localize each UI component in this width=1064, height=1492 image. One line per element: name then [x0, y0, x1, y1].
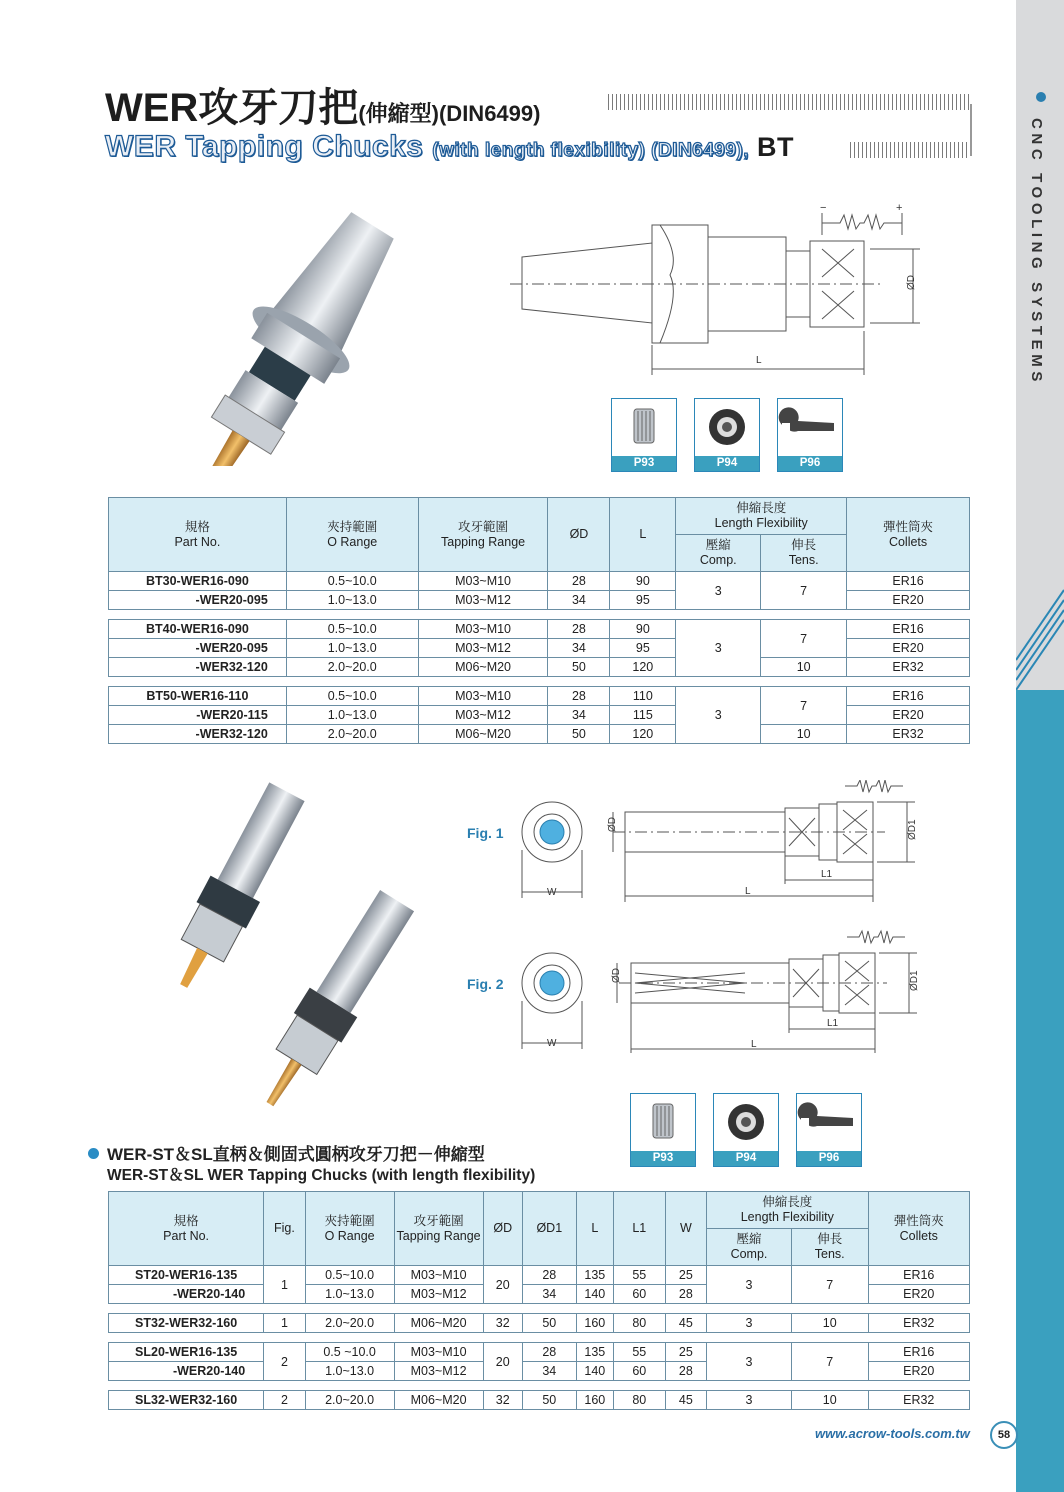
table-row: -WER20-095 1.0~13.0 M03~M12 34 95 ER20 — [109, 639, 970, 658]
table-row: SL20-WER16-135 2 0.5 ~10.0 M03~M10 20 28 135 55 25 3 7 ER16 — [109, 1343, 970, 1362]
section2-title-en: WER-ST＆SL WER Tapping Chucks (with length flexibility) — [107, 1167, 536, 1184]
drawing1-plus: + — [896, 202, 903, 214]
table-row: BT30-WER16-090 0.5~10.0 M03~M10 28 90 3 7 ER16 — [109, 572, 970, 591]
table-row: -WER20-115 1.0~13.0 M03~M12 34 115 ER20 — [109, 706, 970, 725]
fig2-l1-label: L1 — [827, 1018, 839, 1029]
sidebar-blue-block — [1016, 690, 1064, 1492]
table-row: -WER20-095 1.0~13.0 M03~M12 34 95 ER20 — [109, 591, 970, 610]
sidebar-text: CNC TOOLING SYSTEMS — [1028, 118, 1045, 386]
fig1-od-label: ØD — [607, 817, 618, 832]
accessory-label: P93 — [612, 456, 676, 471]
page-number: 58 — [990, 1421, 1018, 1449]
fig1-label: Fig. 1 — [467, 825, 504, 841]
wrench-icon — [778, 399, 842, 455]
straight-shank-photo — [150, 780, 440, 1120]
sidebar-dot-icon — [1036, 92, 1046, 102]
bt-holder-drawing — [510, 195, 930, 375]
drawing1-minus: − — [820, 202, 827, 214]
table-row: SL32-WER32-160 2 2.0~20.0 M06~M20 32 50 160 80 45 3 10 ER32 — [109, 1391, 970, 1410]
accessory-p94-top[interactable] — [694, 398, 760, 472]
collet-icon — [612, 399, 676, 455]
fig1-drawing — [515, 780, 920, 905]
table-row: -WER20-140 1.0~13.0 M03~M12 34 140 60 28 ER20 — [109, 1362, 970, 1381]
fig2-drawing — [515, 925, 920, 1055]
table-row: BT40-WER16-090 0.5~10.0 M03~M10 28 90 3 7 ER16 — [109, 620, 970, 639]
side-bar — [1016, 0, 1064, 1492]
title-hatch-1 — [608, 94, 970, 110]
fig2-od1-label: ØD1 — [909, 970, 920, 991]
wrench-icon — [797, 1094, 861, 1150]
accessory-label: P94 — [714, 1151, 778, 1166]
bt-holder-photo — [160, 196, 420, 466]
accessory-p94-bottom[interactable] — [713, 1093, 779, 1167]
fig1-l1-label: L1 — [821, 869, 833, 880]
accessory-label: P96 — [778, 456, 842, 471]
straight-shank-spec-table: 規格 Part No. Fig. 夾持範圍 Ο Range 攻牙範圍 Tapping Range ØD ØD1 L L1 W 伸縮長度 Length Flexibility 彈性筒夾 Collets 壓縮 Comp. 伸長 Tens. ST20-WER16-135 1 0.5~10.0 M03~M10 20 28 135 55 25 3 7 ER16 -WER20-140 1.0~13.0 M03~M12 34 140 60 28 ER20 ST32-WER32-160 1 2.0~20.0 M06~M20 32 50 160 80 45 3 10 ER32 SL20-WER16-135 2 0.5 ~10.0 M03~M10 20 28 135 55 25 3 7 ER16 -WER20-140 1.0~13.0 M03~M12 34 140 60 28 ER20 SL32-WER32-160 2 2.0~20.0 M06~M20 32 50 160 80 45 3 10 ER32 — [108, 1191, 970, 1410]
fig2-l-label: L — [751, 1039, 757, 1050]
table-row: ST32-WER32-160 1 2.0~20.0 M06~M20 32 50 160 80 45 3 10 ER32 — [109, 1314, 970, 1333]
table-row: BT50-WER16-110 0.5~10.0 M03~M10 28 110 3 7 ER16 — [109, 687, 970, 706]
table-row: -WER20-140 1.0~13.0 M03~M12 34 140 60 28 ER20 — [109, 1285, 970, 1304]
fig2-od-label: ØD — [611, 968, 622, 983]
accessory-p93-top[interactable] — [611, 398, 677, 472]
table-row: -WER32-120 2.0~20.0 M06~M20 50 120 10 ER32 — [109, 725, 970, 744]
drawing1-l-label: L — [756, 355, 762, 366]
accessory-label: P93 — [631, 1151, 695, 1166]
accessory-label: P96 — [797, 1151, 861, 1166]
section2-title-cn: WER-ST＆SL直柄＆側固式圓柄攻牙刀把－伸縮型 — [88, 1140, 485, 1165]
footer-url[interactable]: www.acrow-tools.com.tw — [815, 1426, 970, 1441]
nut-icon — [695, 399, 759, 455]
nut-icon — [714, 1094, 778, 1150]
fig1-w-label: W — [547, 887, 557, 898]
fig2-w-label: W — [547, 1038, 557, 1049]
accessory-p96-top[interactable] — [777, 398, 843, 472]
page-title-cn: WER攻牙刀把(伸縮型)(DIN6499) — [105, 86, 541, 130]
bullet-icon — [88, 1148, 99, 1159]
accessory-p93-bottom[interactable] — [630, 1093, 696, 1167]
title-bracket — [930, 104, 972, 156]
collet-icon — [631, 1094, 695, 1150]
bt-spec-table: 規格 Part No. 夾持範圍 Ο Range 攻牙範圍 Tapping Range ØD L 伸縮長度 Length Flexibility 彈性筒夾 Collets 壓縮 Comp. 伸長 Tens. BT30-WER16-090 0.5~10.0 M03~M10 28 90 3 7 ER16 -WER20-095 1.0~13.0 M03~M12 34 95 ER20 BT40-WER16-090 0.5~10.0 M03~M10 28 90 3 7 ER16 -WER20-095 1.0~13.0 M03~M12 34 95 ER20 -WER32-120 2.0~20.0 M06~M20 50 120 10 ER32 BT50-WER16-110 0.5~10.0 M03~M10 28 110 3 7 ER16 -WER20-115 1.0~13.0 M03~M12 34 115 ER20 -WER32-120 2.0~20.0 M06~M20 50 120 10 ER32 — [108, 497, 970, 744]
fig2-label: Fig. 2 — [467, 976, 504, 992]
accessory-label: P94 — [695, 456, 759, 471]
table-row: ST20-WER16-135 1 0.5~10.0 M03~M10 20 28 135 55 25 3 7 ER16 — [109, 1266, 970, 1285]
fig1-l-label: L — [745, 886, 751, 897]
fig1-od1-label: ØD1 — [907, 819, 918, 840]
page-title-en: WER Tapping Chucks (with length flexibility) (DIN6499), BT — [105, 130, 795, 163]
accessory-p96-bottom[interactable] — [796, 1093, 862, 1167]
drawing1-od-label: ØD — [906, 275, 917, 290]
table-row: -WER32-120 2.0~20.0 M06~M20 50 120 10 ER32 — [109, 658, 970, 677]
sidebar-stripes-icon — [1016, 560, 1064, 700]
